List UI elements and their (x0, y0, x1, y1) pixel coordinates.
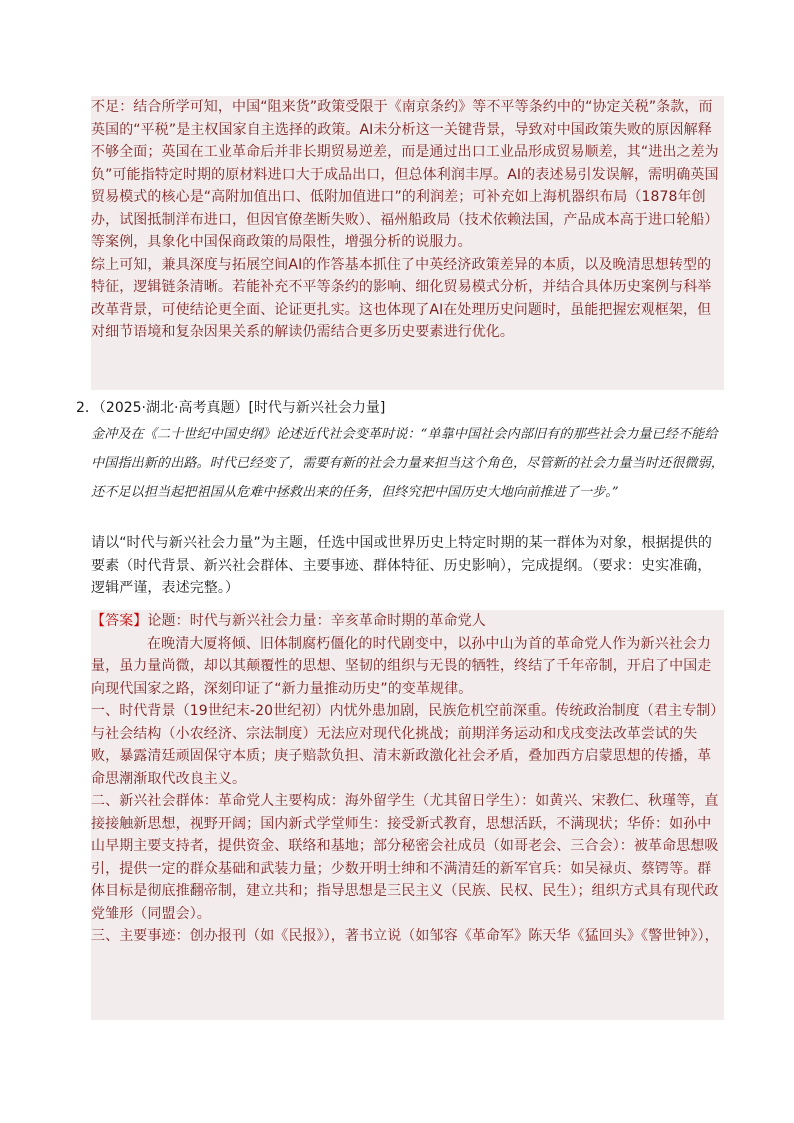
answer-deeds: 三、主要事迹：创办报刊（如《民报》），著书立说（如邹容《革命军》陈天华《猛回头》《警世钟》）， (91, 928, 719, 944)
ai-critique-section (91, 96, 724, 390)
question-source: （2025·湖北·高考真题） (98, 400, 249, 416)
answer-background: 一、时代背景（19世纪末-20世纪初）内忧外患加剧，民族危机空前深重。传统政治制度（君主专制）与社会结构（小农经济、宗法制度）无法应对现代化挑战；前期洋务运动和戊戌变法改革尝试的失败，暴露清廷顽固保守本质；庚子赔款负担、清末新政激化社会矛盾，叠加西方启蒙思想的传播，革命思潮渐取代改良主义。 (91, 703, 718, 787)
question-number: 2． (76, 400, 99, 416)
question-quote: 金冲及在《二十世纪中国史纲》论述近代社会变革时说：“单靠中国社会内部旧有的那些社会力量已经不能给中国指出新的出路。时代已经变了，需要有新的社会力量来担当这个角色，尽管新的社会力量当时还很微弱，还不足以担当起把祖国从危难中拯救出来的任务，但终究把中国历史大地向前推进了一步。” (91, 427, 724, 500)
answer-intro: 在晚清大厦将倾、旧体制腐朽僵化的时代剧变中，以孙中山为首的革命党人作为新兴社会力量，虽力量尚微，却以其颠覆性的思想、坚韧的组织与无畏的牺牲，终结了千年帝制，开启了中国走向现代国家之路，深刻印证了“新力量推动历史”的变革规律。 (91, 635, 712, 697)
answer-section (91, 610, 724, 1020)
summary-paragraph: 综上可知，兼具深度与拓展空间AI的作答基本抓住了中英经济政策差异的本质，以及晚清思想转型的特征，逻辑链条清晰。若能补充不平等条约的影响、细化贸易模式分析，并结合具体历史案例与科举改革背景，可使结论更全面、论证更扎实。这也体现了AI在处理历史问题时，虽能把握宏观框架，但对细节语境和复杂因果关系的解读仍需结合更多历史要素进行优化。 (91, 256, 712, 340)
question-heading (76, 397, 726, 419)
critique-paragraph: 不足：结合所学可知，中国“阻来货”政策受限于《南京条约》等不平等条约中的“协定关税”条款，而英国的“平税”是主权国家自主选择的政策。AI未分析这一关键背景，导致对中国政策失败的原因解释不够全面；英国在工业革命后并非长期贸易逆差，而是通过出口工业品形成贸易顺差，其“进出之差为负”可能指特定时期的原材料进口大于成品出口，但总体利润丰厚。AI的表述易引发误解，需明确英国贸易模式的核心是“高附加值出口、低附加值进口”的利润差；可补充如上海机器织布局（1878年创办，试图抵制洋布进口，但因官僚垄断失败）、福州船政局（技术依赖法国，产品成本高于进口轮船）等案例，具象化中国保商政策的局限性，增强分析的说服力。 (91, 99, 719, 250)
answer-group: 二、新兴社会群体：革命党人主要构成：海外留学生（尤其留日学生）：如黄兴、宋教仁、秋瑾等，直接接触新思想，视野开阔；国内新式学堂师生：接受新式教育，思想活跃，不满现状；华侨：如孙中山早期主要支持者，提供资金、联络和基地；部分秘密会社成员（如哥老会、三合会）：被革命思想吸引，提供一定的群众基础和武装力量；少数开明士绅和不满清廷的新军官兵：如吴禄贞、蔡锷等。群体目标是彻底推翻帝制，建立共和；指导思想是三民主义（民族、民权、民生）；组织方式具有现代政党雏形（同盟会）。 (91, 793, 719, 922)
question-topic: [时代与新兴社会力量] (248, 400, 386, 416)
answer-tag: 【答案】 (91, 613, 148, 629)
answer-thesis-line (91, 610, 724, 633)
question-prompt: 请以“时代与新兴社会力量”为主题，任选中国或世界历史上特定时期的某一群体为对象，根据提供的要素（时代背景、新兴社会群体、主要事迹、群体特征、历史影响），完成提纲。（要求：史实准确，逻辑严谨，表述完整。） (91, 535, 713, 596)
answer-thesis: 论题：时代与新兴社会力量：辛亥革命时期的革命党人 (147, 613, 486, 629)
